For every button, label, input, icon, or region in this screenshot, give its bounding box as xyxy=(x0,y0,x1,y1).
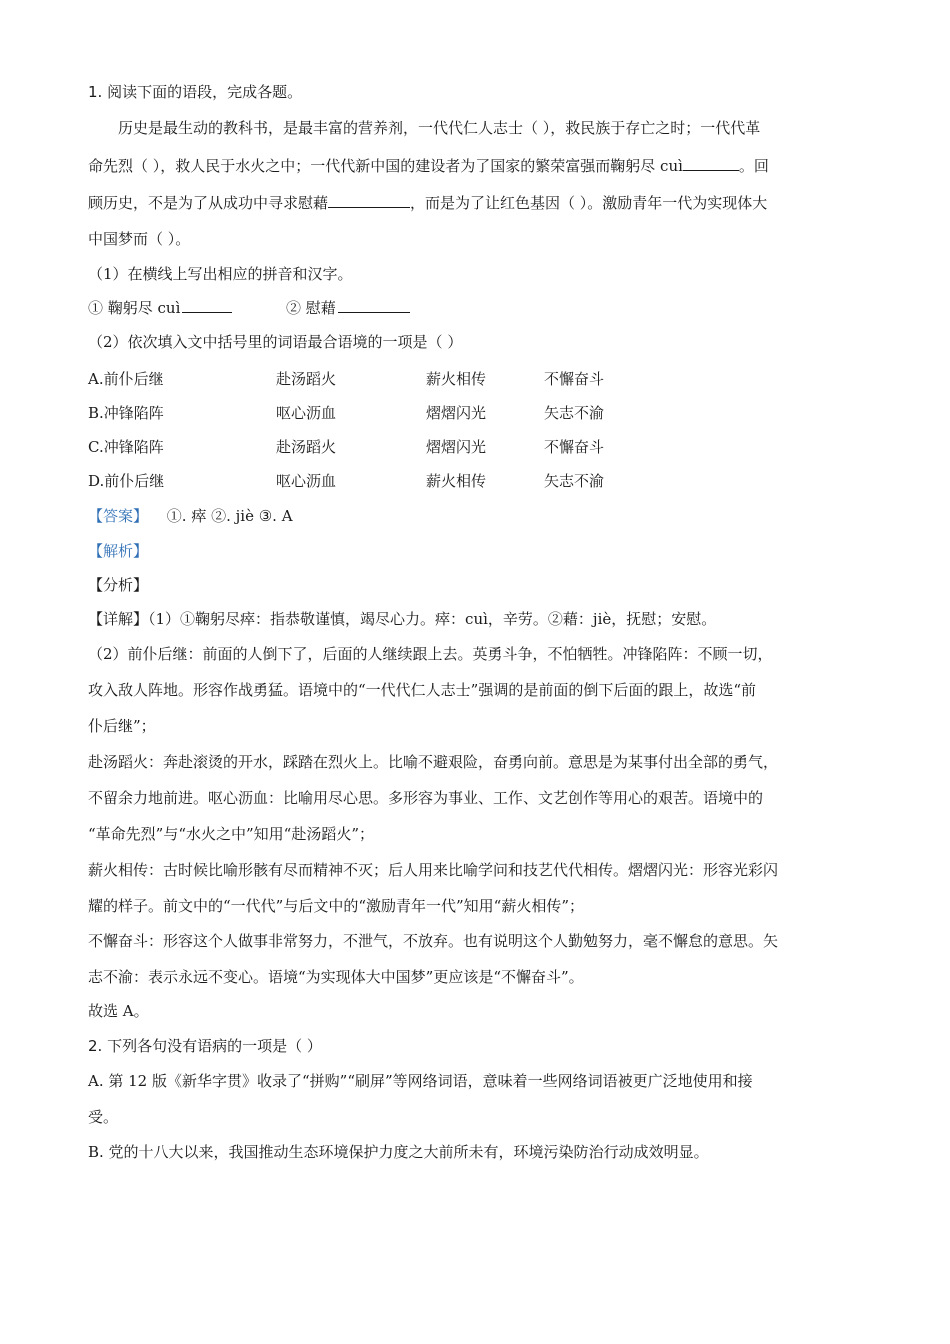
sub-question-2: （2）依次填入文中括号里的词语最合语境的一项是（ ） xyxy=(88,333,463,351)
option-b-word-2: 呕心沥血 xyxy=(276,404,337,422)
blank-2 xyxy=(286,297,410,318)
answer-row xyxy=(88,506,860,526)
blank-2-line[interactable] xyxy=(338,297,410,313)
detail-line-2: （2）前仆后继：前面的人倒下了，后面的人继续跟上去。英勇斗争，不怕牺牲。冲锋陷阵：不顾一切， xyxy=(88,645,773,663)
option-a-word-4: 不懈奋斗 xyxy=(544,370,605,388)
option-b-word-3: 熠熠闪光 xyxy=(426,404,487,422)
sub-question-1: （1）在横线上写出相应的拼音和汉字。 xyxy=(88,265,353,283)
option-c-word-2: 赴汤蹈火 xyxy=(276,438,337,456)
passage-line-4: 中国梦而（ ）。 xyxy=(88,230,191,248)
detail-line-10: 不懈奋斗：形容这个人做事非常努力，不泄气，不放弃。也有说明这个人勤勉努力，毫不懈怠的意思。矢 xyxy=(88,932,779,950)
blank-1 xyxy=(88,297,232,318)
option-c-word-3: 熠熠闪光 xyxy=(426,438,487,456)
option-d-word-2: 呕心沥血 xyxy=(276,472,337,490)
passage-line-2-text: 命先烈（ ），救人民于水火之中；一代代新中国的建设者为了国家的繁荣富强而鞠躬尽 cuì xyxy=(88,157,683,175)
analysis-label: 【解析】 xyxy=(88,542,149,560)
detail-label: 【详解】 xyxy=(88,610,149,628)
answer-text: ①. 瘁 ②. jiè ③. A xyxy=(166,507,293,525)
passage-line-1: 历史是最生动的教科书，是最丰富的营养剂，一代代仁人志士（ ），救民族于存亡之时；一代代革 xyxy=(118,119,761,137)
detail-line-11: 志不渝：表示永远不变心。语境“为实现体大中国梦”更应该是“不懈奋斗”。 xyxy=(88,968,584,986)
detail-line-6: 不留余力地前进。呕心沥血：比喻用尽心思。多形容为事业、工作、文艺创作等用心的艰苦。语境中的 xyxy=(88,789,764,807)
option-a-word-1: A.前仆后继 xyxy=(88,370,164,388)
option-b[interactable] xyxy=(88,402,860,422)
passage-line-3 xyxy=(88,192,860,213)
answer-label: 【答案】 xyxy=(88,507,149,525)
option-a[interactable] xyxy=(88,368,860,388)
option-c-word-4: 不懈奋斗 xyxy=(544,438,605,456)
option-c-word-1: C.冲锋陷阵 xyxy=(88,438,164,456)
passage-line-3-end: ，而是为了让红色基因（ ）。激励青年一代为实现体大 xyxy=(410,194,768,212)
question-1-title: 1. 阅读下面的语段，完成各题。 xyxy=(88,83,303,101)
option-d-word-3: 薪火相传 xyxy=(426,472,487,490)
blank-1-line[interactable] xyxy=(182,297,232,313)
option-c[interactable] xyxy=(88,436,860,456)
option-b-word-4: 矢志不渝 xyxy=(544,404,605,422)
option-a-word-3: 薪火相传 xyxy=(426,370,487,388)
option-b-word-1: B.冲锋陷阵 xyxy=(88,404,164,422)
detail-line-3: 攻入敌人阵地。形容作战勇猛。语境中的“一代代仁人志士”强调的是前面的倒下后面的跟上，故选“前 xyxy=(88,681,757,699)
passage-line-3-text: 顾历史，不是为了从成功中寻求慰藉 xyxy=(88,194,329,212)
option-d-word-4: 矢志不渝 xyxy=(544,472,605,490)
detail-line-5: 赴汤蹈火：奔赴滚烫的开水，踩踏在烈火上。比喻不避艰险，奋勇向前。意思是为某事付出全部的勇气， xyxy=(88,753,779,771)
blank-2-label: ② 慰藉 xyxy=(286,299,336,317)
option-d-word-1: D.前仆后继 xyxy=(88,472,165,490)
blank-underline xyxy=(683,155,739,171)
blank-underline xyxy=(328,192,410,208)
q2-option-b[interactable]: B. 党的十八大以来，我国推动生态环境保护力度之大前所未有，环境污染防治行动成效明显。 xyxy=(88,1143,709,1161)
option-d[interactable] xyxy=(88,470,860,490)
fenxi-label: 【分析】 xyxy=(88,576,149,594)
detail-line-7: “革命先烈”与“水火之中”知用“赴汤蹈火”； xyxy=(88,825,375,843)
q2-option-a-line-2: 受。 xyxy=(88,1108,119,1126)
option-a-word-2: 赴汤蹈火 xyxy=(276,370,337,388)
conclusion: 故选 A。 xyxy=(88,1002,149,1020)
detail-line-4: 仆后继”； xyxy=(88,717,156,735)
q2-option-a-line-1[interactable]: A. 第 12 版《新华字贯》收录了“拼购”“刷屏”等网络词语，意味着一些网络词语被更广泛地使用和接 xyxy=(88,1072,753,1090)
detail-line-8: 薪火相传：古时候比喻形骸有尽而精神不灭；后人用来比喻学问和技艺代代相传。熠熠闪光：形容光彩闪 xyxy=(88,861,779,879)
detail-line-1 xyxy=(88,609,860,629)
question-2-title: 2. 下列各句没有语病的一项是（ ） xyxy=(88,1037,322,1055)
passage-line-2 xyxy=(88,155,860,176)
detail-line-9: 耀的样子。前文中的“一代代”与后文中的“激励青年一代”知用“薪火相传”； xyxy=(88,897,585,915)
blank-1-label: ① 鞠躬尽 cuì xyxy=(88,299,181,317)
detail-text-1: （1）①鞠躬尽瘁：指恭敬谨慎，竭尽心力。瘁：cuì，辛劳。②藉：jiè，抚慰；安慰。 xyxy=(148,610,717,628)
passage-line-2-end: 。回 xyxy=(738,157,769,175)
